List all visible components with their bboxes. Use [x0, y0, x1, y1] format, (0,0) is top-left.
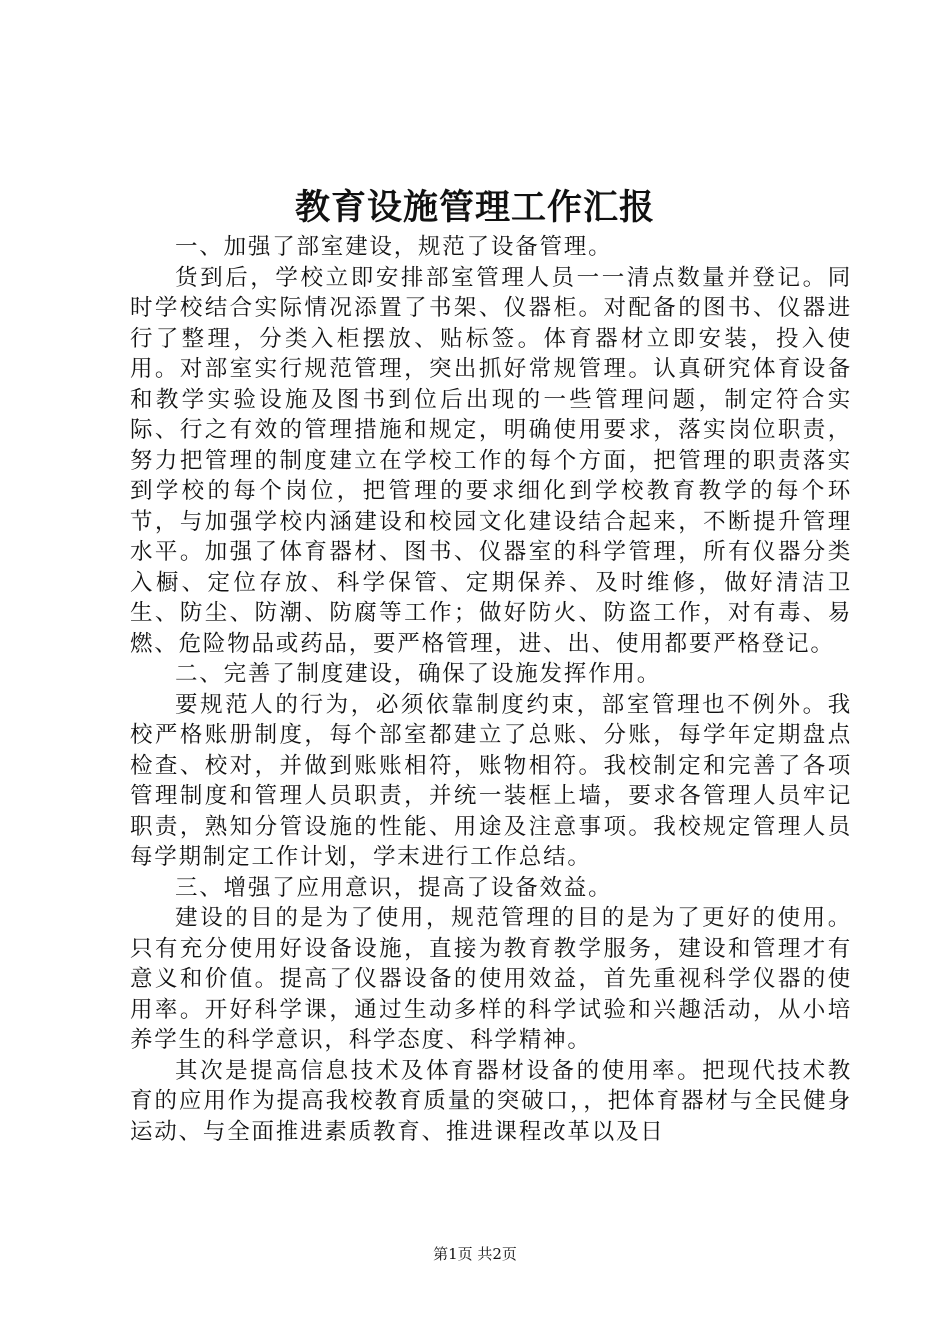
paragraph-4: 其次是提高信息技术及体育器材设备的使用率。把现代技术教育的应用作为提高我校教育质量的突破口，，把体育器材与全民健身运动、与全面推进素质教育、推进课程改革以及日 — [130, 1057, 852, 1145]
section-heading-3: 三、增强了应用意识，提高了设备效益。 — [175, 874, 613, 901]
page-number-footer: 第1页 共2页 — [433, 1245, 517, 1263]
section-heading-1: 一、加强了部室建设，规范了设备管理。 — [175, 234, 613, 260]
section-heading-2: 二、完善了制度建设，确保了设施发挥作用。 — [175, 661, 662, 687]
document-body — [130, 232, 852, 1147]
paragraph-3: 建设的目的是为了使用，规范管理的目的是为了更好的使用。只有充分使用好设备设施，直接为教育教学服务，建设和管理才有意义和价值。提高了仪器设备的使用效益，首先重视科学仪器的使用率。开好科学课，通过生动多样的科学试验和兴趣活动，从小培养学生的科学意识，科学态度、科学精神。 — [130, 905, 852, 1053]
paragraph-1: 货到后，学校立即安排部室管理人员一一清点数量并登记。同时学校结合实际情况添置了书架、仪器柜。对配备的图书、仪器进行了整理，分类入柜摆放、贴标签。体育器材立即安装，投入使用。对部室实行规范管理，突出抓好常规管理。认真研究体育设备和教学实验设施及图书到位后出现的一些管理问题，制定符合实际、行之有效的管理措施和规定，明确使用要求，落实岗位职责，努力把管理的制度建立在学校工作的每个方面，把管理的职责落实到学校的每个岗位，把管理的要求细化到学校教育教学的每个环节，与加强学校内涵建设和校园文化建设结合起来，不断提升管理水平。加强了体育器材、图书、仪器室的科学管理，所有仪器分类入橱、定位存放、科学保管、定期保养、及时维修，做好清洁卫生、防尘、防潮、防腐等工作；做好防火、防盗工作，对有毒、易燃、危险物品或药品，要严格管理，进、出、使用都要严格登记。 — [130, 264, 852, 657]
document-title: 教育设施管理工作汇报 — [294, 188, 655, 228]
paragraph-2: 要规范人的行为，必须依靠制度约束，部室管理也不例外。我校严格账册制度，每个部室都建立了总账、分账，每学年定期盘点检查、校对，并做到账账相符，账物相符。我校制定和完善了各项管理制度和管理人员职责，并统一装框上墙，要求各管理人员牢记职责，熟知分管设施的性能、用途及注意事项。我校规定管理人员每学期制定工作计划，学末进行工作总结。 — [130, 691, 852, 870]
